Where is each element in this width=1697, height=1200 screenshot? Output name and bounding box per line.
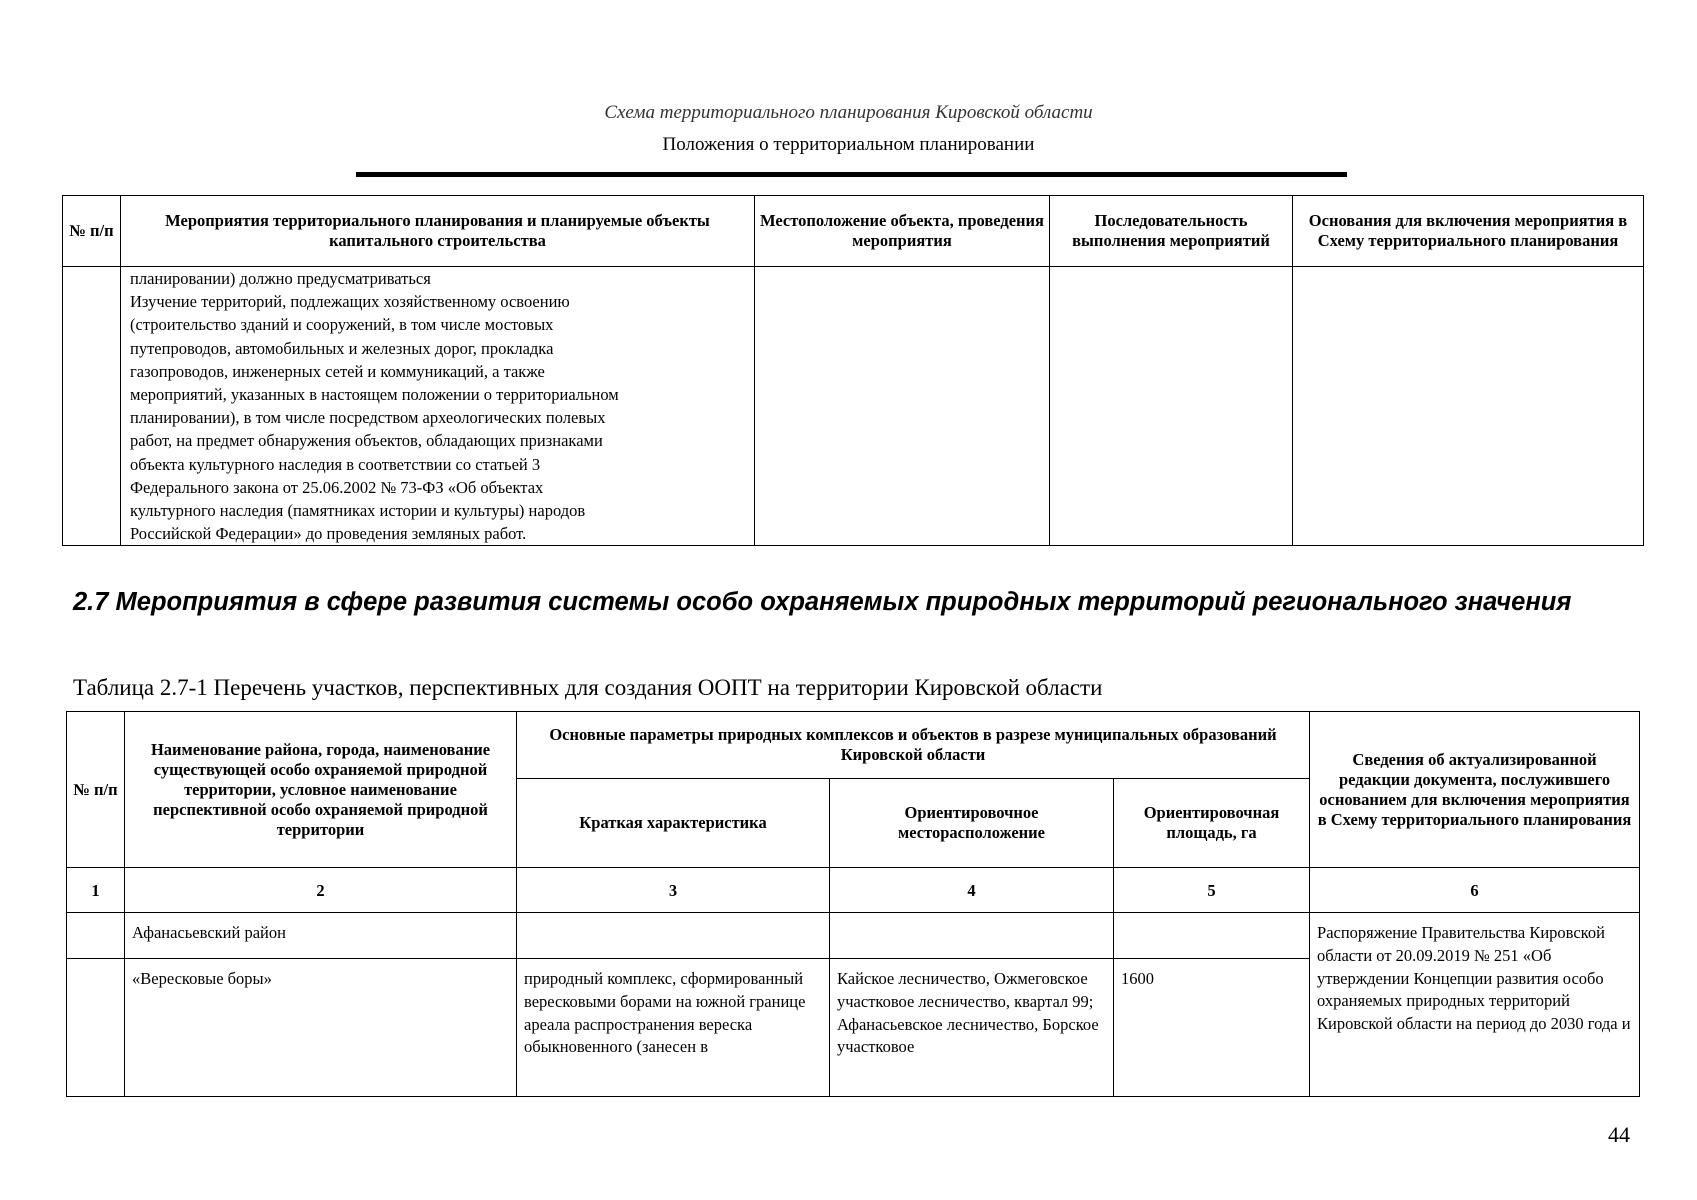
header-sequence: Последовательность выполнения мероприятий: [1050, 196, 1293, 267]
header-number: № п/п: [67, 712, 125, 868]
cell-brief: природный комплекс, сформированный вересковыми борами на южной границе ареала распространения вереска обыкновенного (занесен в: [517, 959, 830, 1097]
header-activities: Мероприятия территориального планирования и планируемые объекты капитального строительства: [121, 196, 755, 267]
header-parameters-group: Основные параметры природных комплексов и объектов в разрезе муниципальных образований Кировской области: [517, 712, 1310, 779]
cell-sequence: [1050, 267, 1293, 546]
cell-number: [67, 959, 125, 1097]
header-area: Ориентировочная площадь, га: [1114, 779, 1310, 868]
column-number: 1: [67, 868, 125, 913]
cell-name: «Вересковые боры»: [125, 959, 517, 1097]
activities-table: [62, 195, 1644, 546]
cell-basis: Распоряжение Правительства Кировской области от 20.09.2019 № 251 «Об утверждении Концепции развития особо охраняемых природных территорий Кировской области на период до 2030 года и: [1310, 913, 1640, 1097]
document-title: Схема территориального планирования Кировской области: [604, 102, 1093, 123]
cell-name: Афанасьевский район: [125, 913, 517, 959]
header-location: Ориентировочное месторасположение: [830, 779, 1114, 868]
header-number: № п/п: [63, 196, 121, 267]
cell-number: [63, 267, 121, 546]
column-number-row: [67, 868, 1640, 913]
protected-areas-table: [66, 711, 1640, 1097]
cell-activity-text: планировании) должно предусматриваться Изучение территорий, подлежащих хозяйственному освоению (строительство зданий и сооружений, в том числе мостовых путепроводов, автомобильных и железных дорог, прокладка газопроводов, инженерных сетей и коммуникаций, а также мероприятий, указанных в настоящем положении о территориальном планировании), в том числе посредством археологических полевых работ, на предмет обнаружения объектов, обладающих признаками объекта культурного наследия в соответствии со статьей 3 Федерального закона от 25.06.2002 № 73-ФЗ «Об объектах культурного наследия (памятниках истории и культуры) народов Российской Федерации» до проведения земляных работ.: [121, 267, 755, 546]
table-header-row: [63, 196, 1644, 267]
header-brief: Краткая характеристика: [517, 779, 830, 868]
cell-brief: [517, 913, 830, 959]
cell-location: Кайское лесничество, Ожмеговское участковое лесничество, квартал 99; Афанасьевское лесничество, Борское участковое: [830, 959, 1114, 1097]
header-basis: Основания для включения мероприятия в Схему территориального планирования: [1293, 196, 1644, 267]
cell-area: 1600: [1114, 959, 1310, 1097]
table-row: [67, 913, 1640, 959]
header-divider: [356, 172, 1347, 177]
cell-location: [830, 913, 1114, 959]
document-subtitle: Положения о территориальном планировании: [662, 134, 1035, 155]
column-number: 3: [517, 868, 830, 913]
cell-area: [1114, 913, 1310, 959]
cell-basis: [1293, 267, 1644, 546]
column-number: 6: [1310, 868, 1640, 913]
cell-location: [755, 267, 1050, 546]
table-row: [63, 267, 1644, 546]
section-heading: 2.7 Мероприятия в сфере развития системы особо охраняемых природных территорий регионального значения: [73, 588, 1572, 616]
table-caption: Таблица 2.7-1 Перечень участков, перспективных для создания ООПТ на территории Кировской области: [73, 675, 1103, 700]
column-number: 2: [125, 868, 517, 913]
table-header-row: [67, 712, 1640, 779]
page-number: 44: [1608, 1122, 1630, 1147]
column-number: 4: [830, 868, 1114, 913]
header-basis: Сведения об актуализированной редакции документа, послужившего основанием для включения мероприятия в Схему территориального планирования: [1310, 712, 1640, 868]
header-location: Местоположение объекта, проведения мероприятия: [755, 196, 1050, 267]
cell-number: [67, 913, 125, 959]
header-name: Наименование района, города, наименование существующей особо охраняемой природной территории, условное наименование перспективной особо охраняемой природной территории: [125, 712, 517, 868]
column-number: 5: [1114, 868, 1310, 913]
